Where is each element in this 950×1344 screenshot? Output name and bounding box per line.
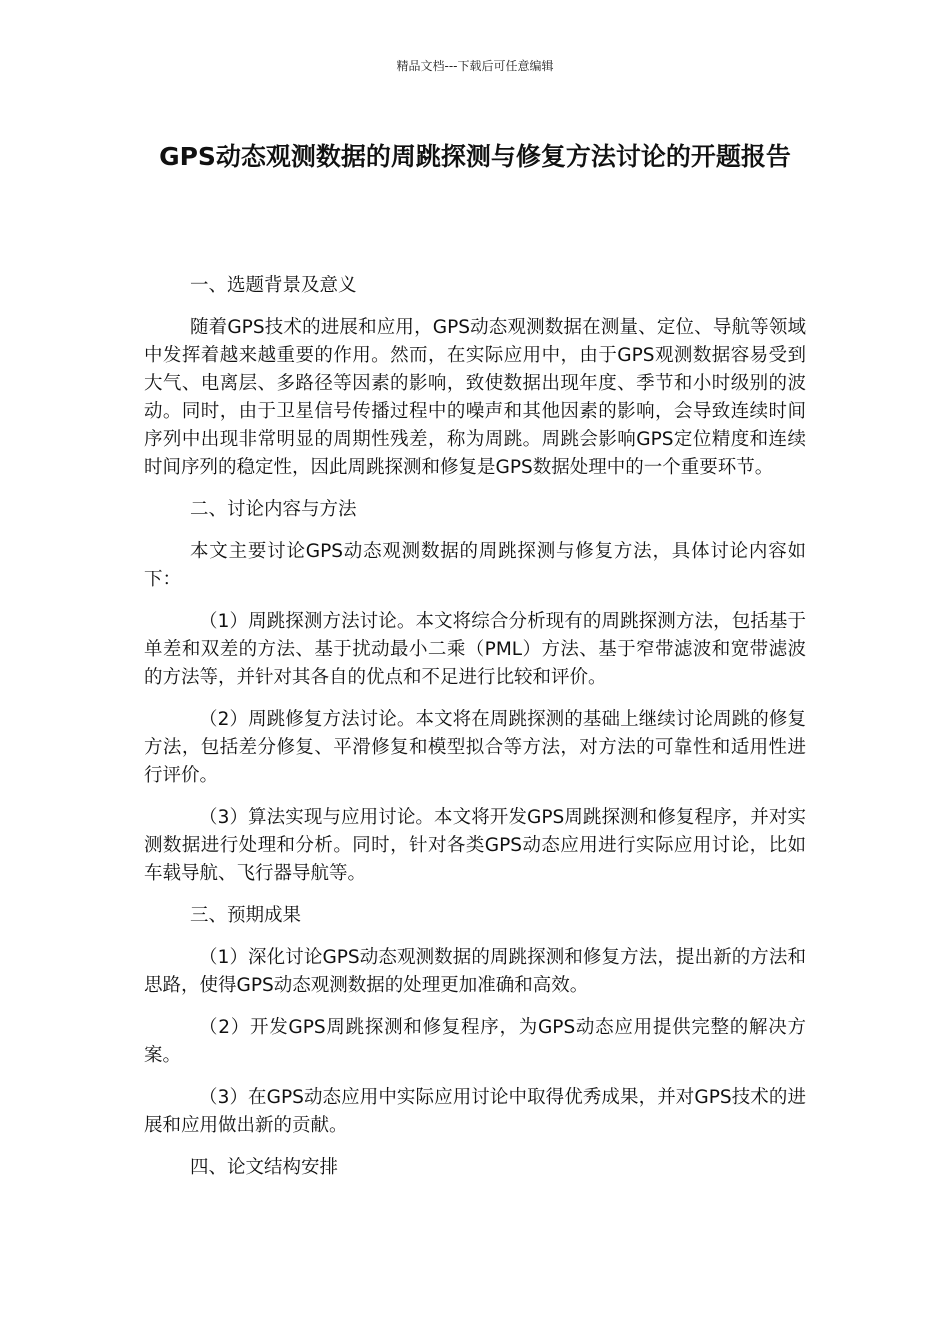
content-intro: 本文主要讨论GPS动态观测数据的周跳探测与修复方法，具体讨论内容如下： <box>144 541 806 590</box>
content-item: （2）周跳修复方法讨论。本文将在周跳探测的基础上继续讨论周跳的修复方法，包括差分修复、平滑修复和模型拟合等方法，对方法的可靠性和适用性进行评价。 <box>144 709 806 786</box>
document-body <box>144 272 806 1196</box>
content-item: （3）算法实现与应用讨论。本文将开发GPS周跳探测和修复程序，并对实测数据进行处理和分析。同时，针对各类GPS动态应用进行实际应用讨论，比如车载导航、飞行器导航等。 <box>144 807 806 884</box>
content-item: （1）周跳探测方法讨论。本文将综合分析现有的周跳探测方法，包括基于单差和双差的方法、基于扰动最小二乘（PML）方法、基于窄带滤波和宽带滤波的方法等，并针对其各自的优点和不足进行比较和评价。 <box>144 611 806 688</box>
section-heading-background: 一、选题背景及意义 <box>190 275 357 296</box>
background-paragraph: 随着GPS技术的进展和应用，GPS动态观测数据在测量、定位、导航等领域中发挥着越来越重要的作用。然而，在实际应用中，由于GPS观测数据容易受到大气、电离层、多路径等因素的影响，致使数据出现年度、季节和小时级别的波动。同时，由于卫星信号传播过程中的噪声和其他因素的影响，会导致连续时间序列中出现非常明显的周期性残差，称为周跳。周跳会影响GPS定位精度和连续时间序列的稳定性，因此周跳探测和修复是GPS数据处理中的一个重要环节。 <box>144 317 806 478</box>
document-title: GPS动态观测数据的周跳探测与修复方法讨论的开题报告 <box>159 142 791 171</box>
section-heading-content: 二、讨论内容与方法 <box>190 499 357 520</box>
section-heading-structure: 四、论文结构安排 <box>190 1157 339 1178</box>
section-heading-results: 三、预期成果 <box>190 905 302 926</box>
results-item: （1）深化讨论GPS动态观测数据的周跳探测和修复方法，提出新的方法和思路，使得GPS动态观测数据的处理更加准确和高效。 <box>144 947 806 996</box>
header-note: 精品文档---下载后可任意编辑 <box>396 59 554 73</box>
results-item: （3）在GPS动态应用中实际应用讨论中取得优秀成果，并对GPS技术的进展和应用做出新的贡献。 <box>144 1087 806 1136</box>
results-item: （2）开发GPS周跳探测和修复程序，为GPS动态应用提供完整的解决方案。 <box>144 1017 806 1066</box>
